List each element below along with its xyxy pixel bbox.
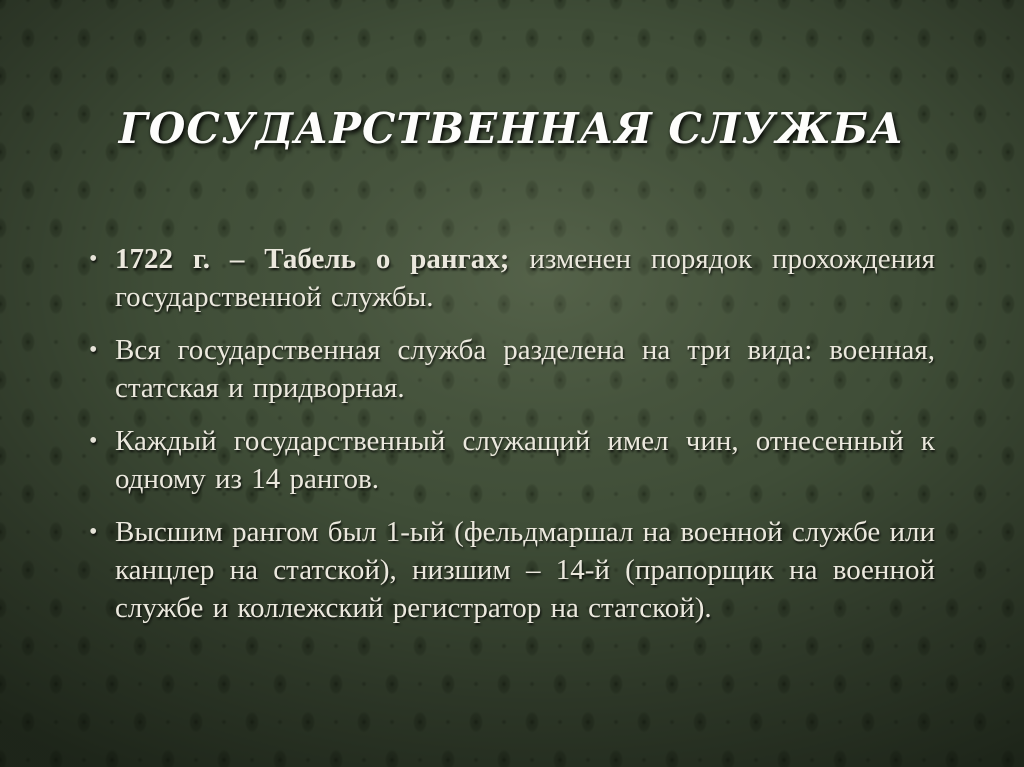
bullet-bold-text: 1722 г. – Табель о рангах;: [115, 243, 510, 276]
bullet-text: Вся государственная служба разделена на три вида: военная, статская и придворная.: [115, 334, 935, 405]
slide-title: ГОСУДАРСТВЕННАЯ СЛУЖБА: [118, 104, 905, 153]
bullet-marker-icon: •: [89, 519, 98, 546]
bullet-marker-icon: •: [89, 428, 98, 455]
bullet-item: [88, 513, 935, 627]
bullet-marker-icon: •: [89, 337, 98, 364]
bullet-item: [88, 422, 935, 498]
bullet-text: Высшим рангом был 1-ый (фельдмаршал на военной службе или канцлер на статской), низшим – 14-й (прапорщик на военной службе и коллежский регистратор на статской).: [115, 516, 935, 625]
bullet-item: [88, 331, 935, 407]
bullet-list: [88, 240, 935, 627]
bullet-text: Каждый государственный служащий имел чин, отнесенный к одному из 14 рангов.: [115, 425, 935, 496]
bullet-marker-icon: •: [89, 246, 98, 273]
bullet-text: 1722 г. – Табель о рангах; изменен порядок прохождения государственной службы.: [115, 243, 935, 314]
bullet-item: [88, 240, 935, 316]
